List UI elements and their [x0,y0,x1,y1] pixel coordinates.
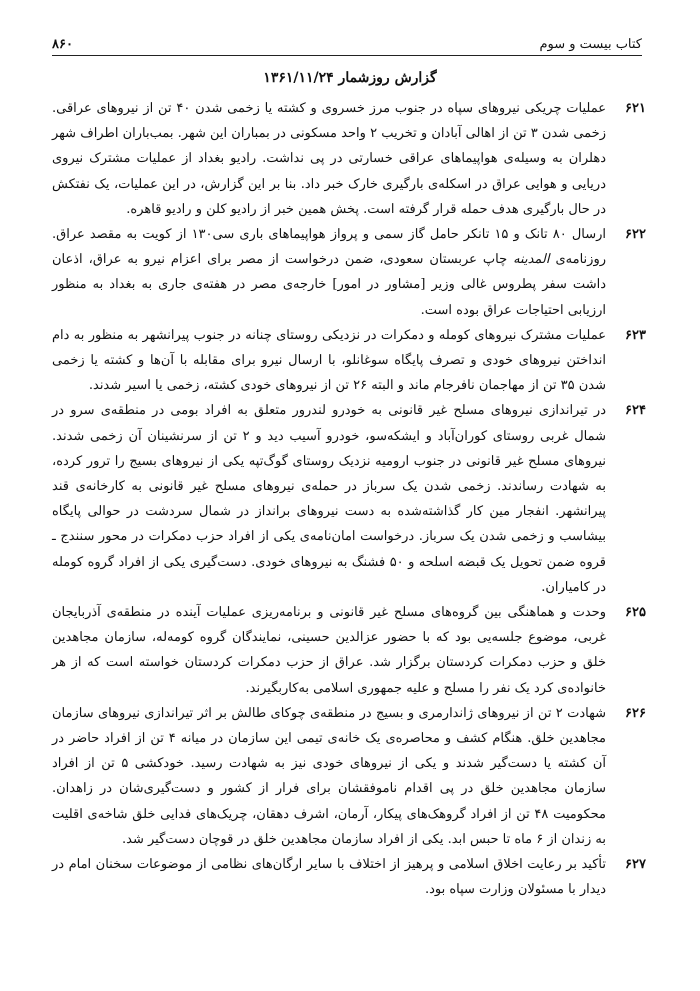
entry-number: ۶۲۶ [625,705,646,721]
running-header [52,28,642,56]
entry-number: ۶۲۳ [625,327,646,343]
entry-text: وحدت و هماهنگی بین گروه‌های مسلح غیر قانونی و برنامه‌ریزی عملیات آینده در منطقه‌ی آذربایجان غربی، موضوع جلسه‌یی بود که با حضور عزالدین حسینی، نمایندگان گروه کومه‌له، سازمان مجاهدین خلق و حزب دمکرات کردستان برگزار شد. عراق از حزب دمکرات کردستان خواسته است که از هر خانواده‌ی کرد یک نفر را مسلح و علیه جمهوری اسلامی به‌کاربگیرند. [52,605,606,696]
entry-text-part: چاپ عربستان سعودی، ضمن درخواست از مصر برای اعزام نیرو به عراق، اذعان داشت سفر پطروس غالی وزیر [مشاور در امور] خارجه‌ی مصر در هفته‌ی جاری به بغداد به منظور ارزیابی احتیاجات عراق بوده است. [52,252,606,318]
entry-624 [52,398,646,600]
entry-number: ۶۲۲ [625,227,646,243]
entry-621 [52,96,646,222]
entry-623 [52,323,646,399]
entry-626 [52,701,646,852]
entry-text: در تیراندازی نیروهای مسلح غیر قانونی به خودرو لندرور متعلق به افراد بومی در منطقه‌ی سرو در شمال غربی روستای کوران‌آباد و ایشکه‌سو، خودرو آسیب دید و ۲ تن از سرنشینان آن زخمی شدند. نیروهای مسلح غیر قانونی در جنوب ارومیه نزدیک روستای گوگ‌تپه یکی از نیروهای بسیج را ترور کرده، به شهادت رساندند. زخمی شدن یک سرباز در حمله‌ی نیروهای مسلح غیر قانونی به کارخانه‌ی قند پیرانشهر. انفجار مین کار گذاشته‌شده به دست نیروهای برانداز در شمال سردشت در حوالی پایگاه بیشاسب و زخمی شدن یک سرباز. درخواست امان‌نامه‌ی یکی از افراد حزب دمکرات در محور سنندج ـ قروه ضمن تحویل یک قبضه اسلحه و ۵۰ فشنگ به نیروهای خودی. دست‌گیری یکی از افراد گروه کومله در کامیاران. [52,403,607,595]
entry-text: عملیات مشترک نیروهای کومله و دمکرات در نزدیکی روستای چنانه در جنوب پیرانشهر به منظور به دام انداختن نیروهای خودی و تصرف پایگاه سوغانلو، با ارسال نیرو برای مقابله با آن‌ها و کشته یا زخمی شدن ۳۵ تن از مهاجمان نافرجام ماند و البته ۲۶ تن از نیروهای خودی کشته، زخمی یا اسیر شدند. [52,327,606,394]
report-title: گزارش روزشمار ۱۳۶۱/۱۱/۲۴ [263,70,437,86]
entry-text: شهادت ۲ تن از نیروهای ژاندارمری و بسیج در منطقه‌ی چوکای طالش بر اثر تیراندازی نیروهای سازمان مجاهدین خلق. هنگام کشف و محاصره‌ی یک خانه‌ی تیمی این سازمان در میانه ۴ تن از افراد حاضر در آن کشته یا دست‌گیر شدند و یکی از نیروهای خودی نیز به شهادت رسید. خودکشی ۵ تن از افراد سازمان مجاهدین خلق در پی اقدام ناموفقشان برای فرار از کشور و دست‌گیری‌شان در زاهدان. محکومیت ۴۸ تن از افراد گروهک‌های پیکار، آرمان، اشرف دهقان، چریک‌های فدایی خلق شاخه‌ی اقلیت به زندان از ۶ ماه تا حبس ابد. یکی از افراد سازمان مجاهدین خلق در قوچان دست‌گیر شد. [52,705,606,847]
entry-text-part: ارسال ۸۰ تانک و ۱۵ تانکر حامل گاز سمی و پرواز هواپیماهای باری سی۱۳۰ از کویت به مقصد عراق. روزنامه‌ی [52,227,607,268]
entry-text: عملیات چریکی نیروهای سپاه در جنوب مرز خسروی و کشته یا زخمی شدن ۴۰ تن از نیروهای عراقی. زخمی شدن ۳ تن از اهالی آبادان و تخریب ۲ واحد مسکونی در بمباران این شهر. بمب‌باران اطراف شهر دهلران به وسیله‌ی هواپیماهای عراقی خسارتی در پی نداشت. رادیو بغداد از عملیات مشترک نیروی دریایی و هوایی عراق در اسکله‌ی بارگیری خارک خبر داد. بنا بر این گزارش، در این عملیات، یک نفتکش در حال بارگیری هدف حمله قرار گرفته است. پخش همین خبر از رادیو کلن و رادیو قاهره. [52,101,607,217]
entry-number: ۶۲۴ [625,403,646,419]
entry-625 [52,600,646,701]
book-title: کتاب بیست و سوم [539,37,642,52]
entry-number: ۶۲۱ [625,101,646,116]
page-number: ۸۶۰ [52,37,73,52]
entry-627 [52,852,646,902]
entry-number: ۶۲۷ [625,857,646,873]
entry-text [52,222,606,323]
newspaper-name: المدینه [513,252,550,268]
entry-622 [52,222,646,323]
entry-text: تأکید بر رعایت اخلاق اسلامی و پرهیز از اختلاف با سایر ارگان‌های نظامی از موضوعات سخنان امام در دیدار با مسئولان وزارت سپاه بود. [52,857,606,898]
entries-list [52,96,646,903]
entry-number: ۶۲۵ [625,605,646,621]
